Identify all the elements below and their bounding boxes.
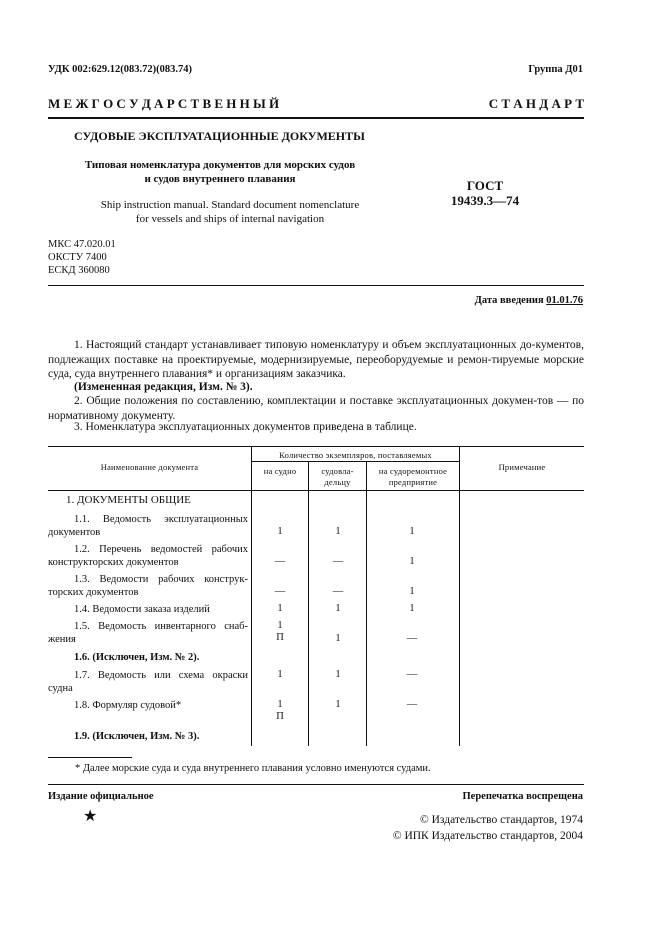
table-row-5-name: 1.5. Ведомость инвентарного снаб-жения [48,621,248,645]
banner-rule [48,117,584,119]
official-edition: Издание официальное [48,791,154,802]
table-row-8-ship: 1 [277,699,283,710]
english-title [80,198,380,226]
classification-codes [48,238,116,277]
star-icon: ★ [83,808,98,825]
group-code: Группа Д01 [528,64,583,75]
table-row-1-name: 1.1. Ведомость эксплуатационных документов [48,514,248,538]
footer-rule [48,784,584,785]
table-row-5-repair: — [406,633,418,644]
header-ship: на судно [263,466,297,476]
table-vline-2 [308,461,309,746]
gost-label: ГОСТ [466,178,504,193]
section-title: 1. ДОКУМЕНТЫ ОБЩИЕ [66,494,191,506]
table-row-3-ship: — [274,586,286,597]
header-document-name: Наименование документа [100,462,199,472]
table-vline-3 [366,461,367,746]
table-row-7-repair: — [406,669,418,680]
table-row-1-owner: 1 [335,526,341,537]
table-row-5-owner: 1 [335,633,341,644]
paragraph-1-note: (Измененная редакция, Изм. № 3). [74,381,253,393]
gost-code: 19439.3—74 [450,193,520,208]
table-row-9-name: 1.9. (Исключен, Изм. № 3). [74,731,200,742]
table-row-1-ship: 1 [277,526,283,537]
table-row-8-owner: 1 [335,699,341,710]
table-top-rule [48,446,584,447]
subtitle-line-2: и судов внутреннего плавания [144,173,296,185]
table-row-4-name: 1.4. Ведомости заказа изделий [74,604,210,615]
table-row-8-name: 1.8. Формуляр судовой* [74,700,182,711]
date-value: 01.01.76 [546,295,583,306]
table-row-5-ship-2: П [276,632,284,643]
paragraph-1: 1. Настоящий стандарт устанавливает типовую номенклатуру и объем эксплуатационных до-кументов, подлежащих поставке на проектируемые, модернизируемые, переоборудуемые и ремон-тируемые морские суда, суда внутреннего плавания* и организациям заказчика. [48,339,584,380]
table-row-1-repair: 1 [409,526,415,537]
document-subtitle [70,158,370,186]
footnote: * Далее морские суда и суда внутреннего плавания условно именуются судами. [75,763,431,774]
copyright-2: © ИПК Издательство стандартов, 2004 [392,830,583,842]
copyright-block [393,812,583,844]
table-row-3-owner: — [332,586,344,597]
table-row-2-repair: 1 [409,556,415,567]
english-line-2: for vessels and ships of internal navigation [135,213,325,225]
header-quantity: Количество экземпляров, поставляемых [279,450,432,460]
table-header-rule [48,490,584,491]
table-row-4-ship: 1 [277,603,283,614]
okstu-code: ОКСТУ 7400 [48,252,107,263]
paragraph-2: 2. Общие положения по составлению, комплектации и поставке эксплуатационных докумен-тов — по нормативному документу. [48,395,584,422]
english-line-1: Ship instruction manual. Standard document nomenclature [100,199,360,211]
copyright-1: © Издательство стандартов, 1974 [419,814,583,826]
table-vline-1 [251,446,252,746]
reprint-prohibited: Перепечатка воспрещена [462,791,583,802]
table-row-3-repair: 1 [409,586,415,597]
banner-left: М Е Ж Г О С У Д А Р С Т В Е Н Н Ы Й [48,96,280,111]
table-row-2-name: 1.2. Перечень ведомостей рабочих конструкторских документов [48,544,248,568]
codes-rule [48,285,584,286]
header-repair-yard: на судоремонтное предприятие [378,466,448,487]
header-shipowner: судовла-дельцу [321,466,354,487]
gost-number [420,178,550,208]
date-label: Дата введения [474,295,544,306]
table-row-8-ship-2: П [276,711,284,722]
paragraph-3: 3. Номенклатура эксплуатационных документов приведена в таблице. [74,421,417,433]
standard-banner [48,96,584,112]
table-vline-4 [459,446,460,746]
header-note: Примечание [498,462,546,472]
table-row-3-name: 1.3. Ведомости рабочих конструк-торских документов [48,574,248,598]
introduction-date [475,295,583,306]
udk-code: УДК 002:629.12(083.72)(083.74) [48,64,192,75]
eskd-code: ЕСКД 360080 [48,265,110,276]
table-row-8-repair: — [406,699,418,710]
table-row-7-name: 1.7. Ведомость или схема окраски судна [48,670,248,694]
table-row-2-ship: — [274,556,286,567]
table-row-4-repair: 1 [409,603,415,614]
table-row-2-owner: — [332,556,344,567]
table-row-7-ship: 1 [277,669,283,680]
subtitle-line-1: Типовая номенклатура документов для морских судов [84,159,356,171]
document-title: СУДОВЫЕ ЭКСПЛУАТАЦИОННЫЕ ДОКУМЕНТЫ [74,129,365,143]
qty-sub-rule [251,461,459,462]
table-row-6-name: 1.6. (Исключен, Изм. № 2). [74,652,200,663]
table-row-7-owner: 1 [335,669,341,680]
table-row-4-owner: 1 [335,603,341,614]
table-row-5-ship: 1 [277,620,283,631]
mks-code: МКС 47.020.01 [48,239,116,250]
footnote-rule [48,757,132,758]
banner-right: С Т А Н Д А Р Т [488,96,584,111]
